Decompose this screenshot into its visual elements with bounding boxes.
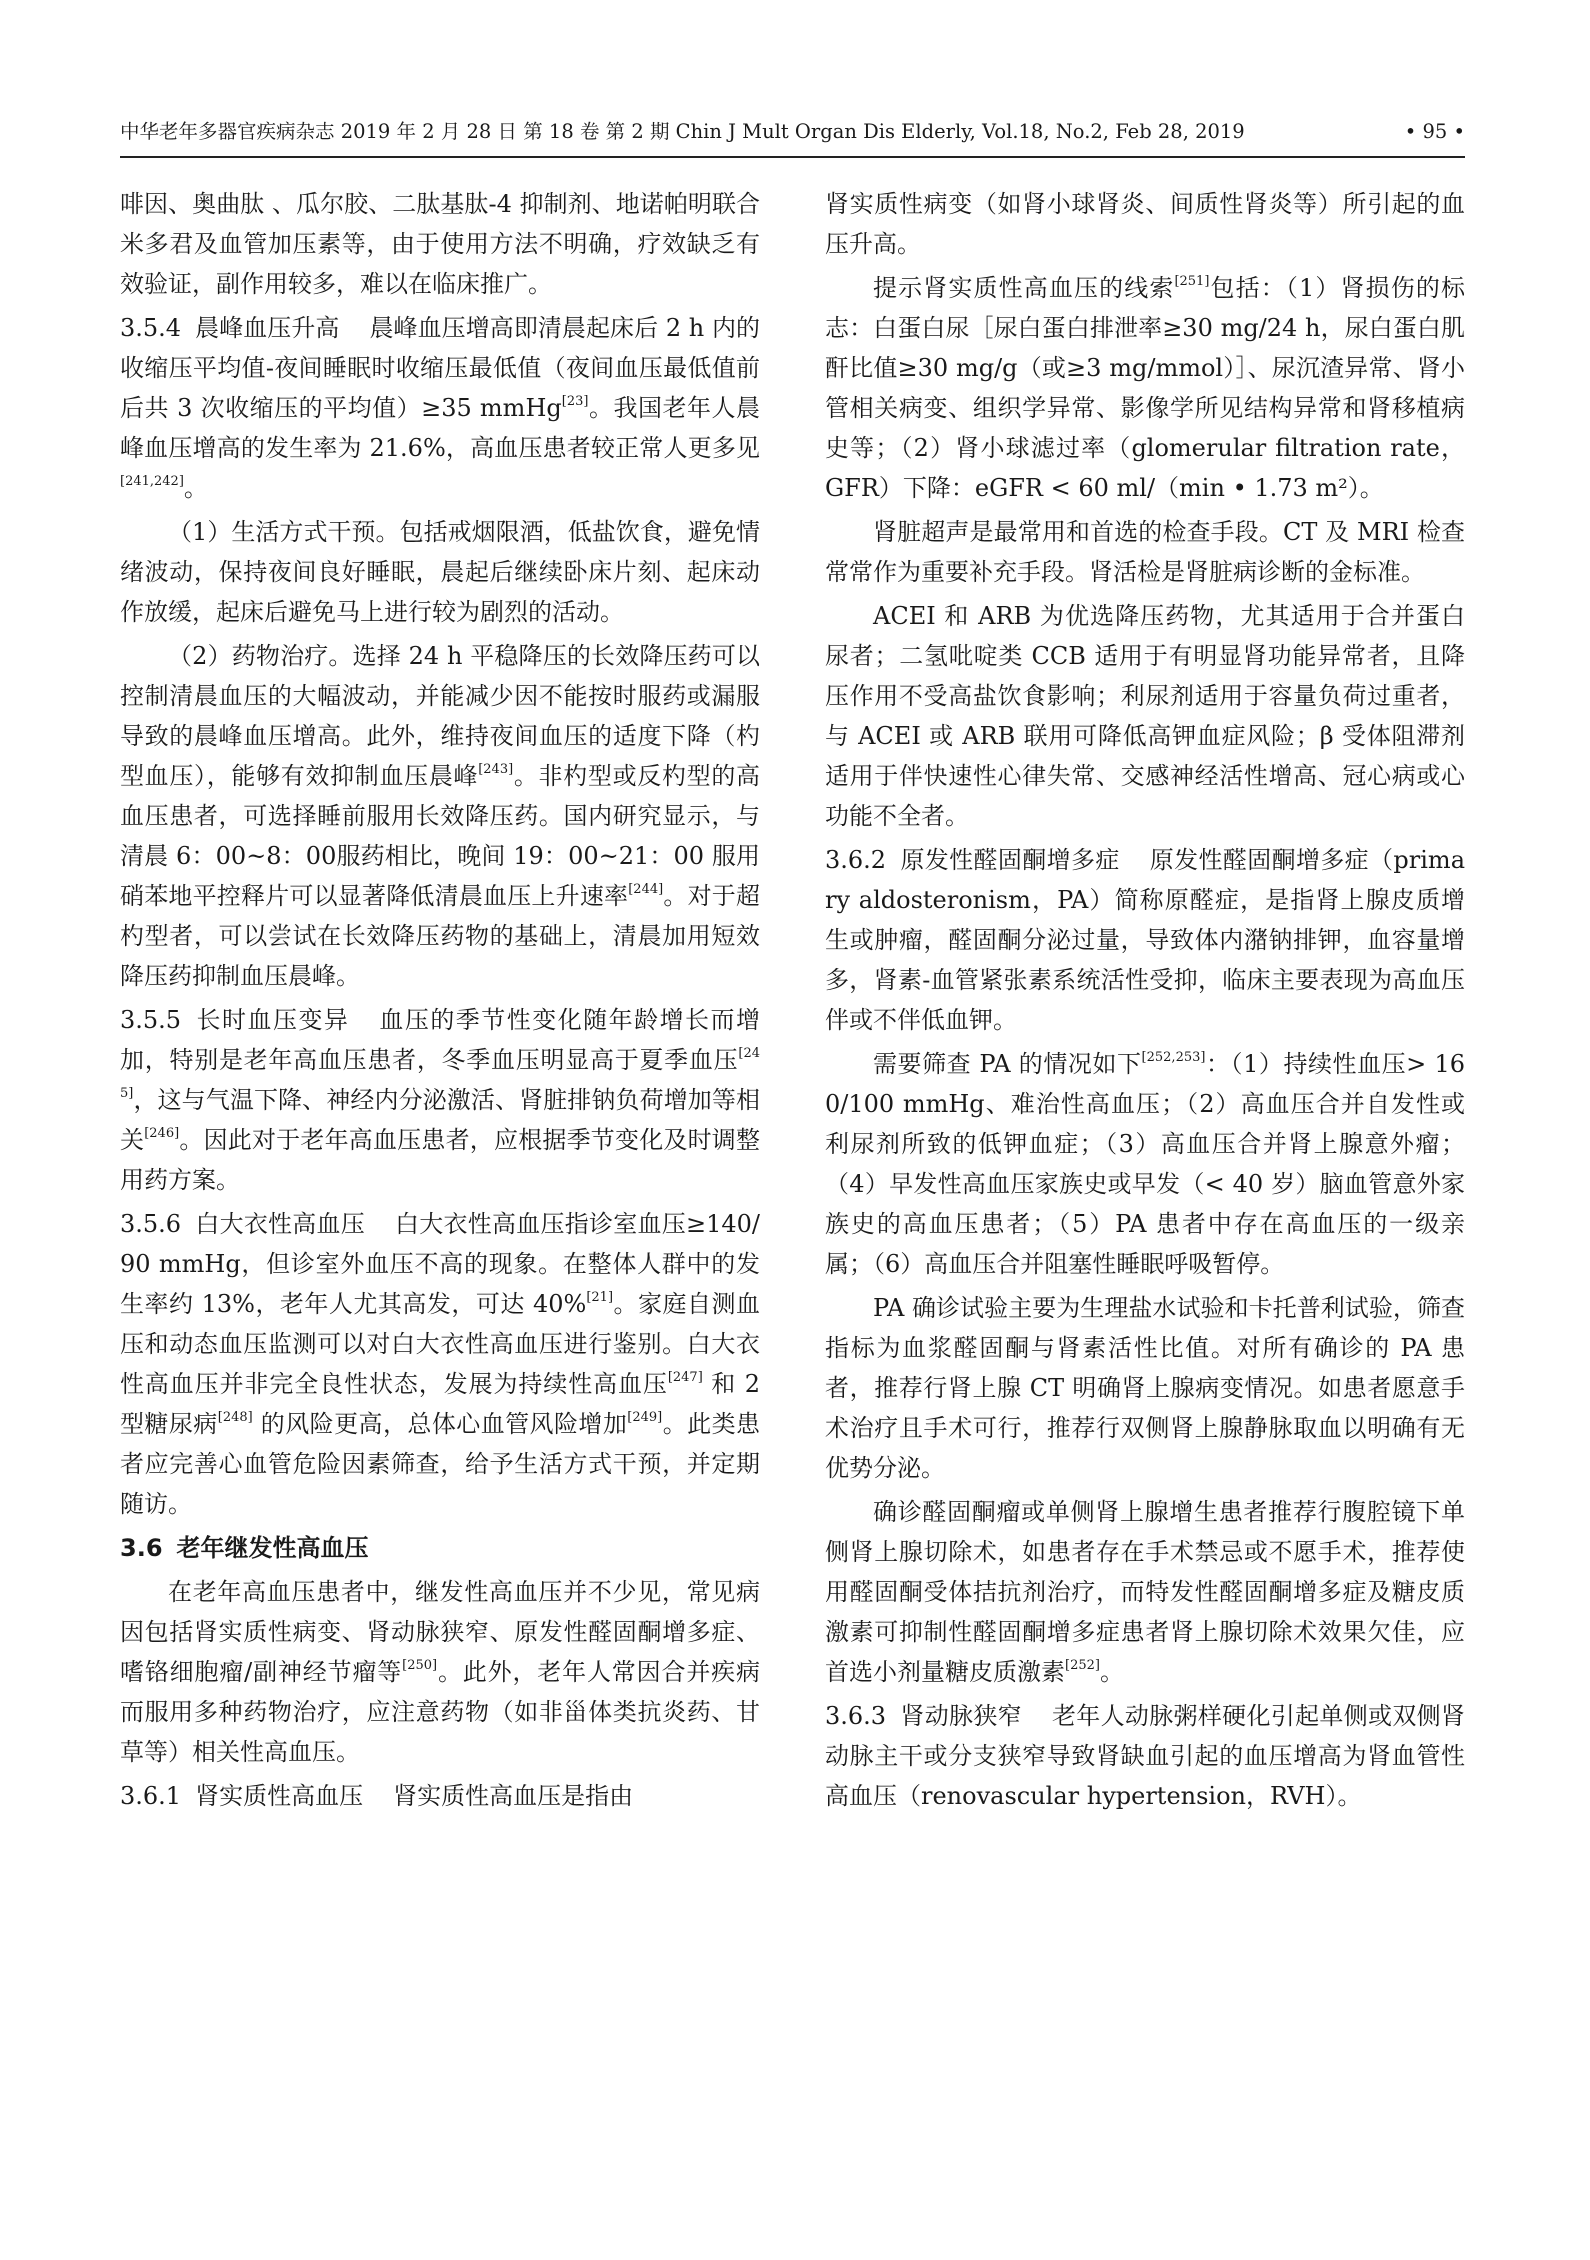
body-text: 提示肾实质性高血压的线索 [873, 274, 1175, 302]
body-paragraph [825, 596, 1465, 836]
body-text: 晨峰血压增高即清晨起床后 2 h 内的收缩压平均值-夜间睡眠时收缩压最低值（夜间血压最低值前后共 3 次收缩压的平均值）≥35 mmHg [120, 314, 760, 422]
body-text: 老年人动脉粥样硬化引起单侧或双侧肾动脉主干或分支狭窄导致肾缺血引起的血压增高为肾血管性高血压（renovascular hypertension，RVH）。 [825, 1702, 1466, 1810]
subsection-number: 3.6.3 [825, 1702, 887, 1730]
body-text: ACEI 和 ARB 为优选降压药物，尤其适用于合并蛋白尿者；二氢吡啶类 CCB 适用于有明显肾功能异常者，且降压作用不受高盐饮食影响；利尿剂适用于容量负荷过重者，与 ACEI 或 ARB 联用可降低高钾血症风险；β 受体阻滞剂适用于伴快速性心律失常、交感神经活性增高、冠心病或心功能不全者。 [825, 602, 1465, 830]
subsection-title: 白大衣性高血压 [195, 1210, 366, 1238]
body-paragraph [825, 1492, 1465, 1692]
body-text: 白大衣性高血压指诊室血压≥140/90 mmHg，但诊室外血压不高的现象。在整体人群中的发生率约 13%，老年人尤其高发，可达 40% [120, 1210, 760, 1318]
subsection-number: 3.6.2 [825, 846, 887, 874]
citation-ref: [249] [627, 1410, 663, 1425]
citation-ref: [248] [217, 1410, 253, 1425]
body-text: ，这与气温下降、神经内分泌激活、肾脏排钠负荷增加等相关 [120, 1086, 760, 1154]
left-column [120, 184, 760, 1820]
citation-ref: [247] [667, 1370, 703, 1385]
subsection-paragraph [120, 1776, 760, 1816]
subsection-number: 3.6.1 [120, 1782, 182, 1810]
subsection-paragraph [120, 308, 760, 508]
body-text: 肾实质性病变（如肾小球肾炎、间质性肾炎等）所引起的血压升高。 [825, 190, 1465, 258]
subsection-title: 长时血压变异 [195, 1006, 350, 1034]
running-header [120, 112, 1465, 152]
body-text: 。 [183, 474, 208, 502]
body-text: 。因此对于老年高血压患者，应根据季节变化及时调整用药方案。 [120, 1126, 761, 1194]
body-paragraph [825, 1044, 1465, 1284]
citation-ref: [245] [120, 1046, 760, 1101]
body-paragraph [825, 512, 1465, 592]
section-heading [120, 1528, 760, 1568]
subsection-paragraph [120, 1204, 760, 1524]
body-text: PA 确诊试验主要为生理盐水试验和卡托普利试验，筛查指标为血浆醛固酮与肾素活性比值。对所有确诊的 PA 患者，推荐行肾上腺 CT 明确肾上腺病变情况。如患者愿意手术治疗且手术可行，推荐行双侧肾上腺静脉取血以明确有无优势分泌。 [825, 1294, 1465, 1482]
citation-ref: [21] [586, 1290, 614, 1305]
body-text: 原发性醛固酮增多症（primary aldosteronism，PA）简称原醛症，是指肾上腺皮质增生或肿瘤，醛固酮分泌过量，导致体内潴钠排钾，血容量增多，肾素-血管紧张素系统活性受抑，临床主要表现为高血压伴或不伴低血钾。 [825, 846, 1465, 1034]
body-text: 。此类患者应完善心血管危险因素筛查，给予生活方式干预，并定期随访。 [120, 1410, 761, 1518]
body-paragraph [120, 636, 760, 996]
subsection-number: 3.5.5 [120, 1006, 182, 1034]
subsection-paragraph [825, 840, 1465, 1040]
subsection-number: 3.5.6 [120, 1210, 182, 1238]
body-text: 。我国老年人晨峰血压增高的发生率为 21.6%，高血压患者较正常人更多见 [120, 394, 760, 462]
body-text: 在老年高血压患者中，继发性高血压并不少见，常见病因包括肾实质性病变、肾动脉狭窄、原发性醛固酮增多症、嗜铬细胞瘤/副神经节瘤等 [120, 1578, 760, 1686]
subsection-title: 原发性醛固酮增多症 [900, 846, 1120, 874]
journal-citation: 中华老年多器官疾病杂志 2019 年 2 月 28 日 第 18 卷 第 2 期 Chin J Mult Organ Dis Elderly, Vol.18, No.2, Feb 28, 2019 [120, 120, 1245, 143]
right-column [825, 184, 1465, 1820]
body-text: （1）生活方式干预。包括戒烟限酒，低盐饮食，避免情绪波动，保持夜间良好睡眠，晨起后继续卧床片刻、起床动作放缓，起床后避免马上进行较为剧烈的活动。 [120, 518, 760, 626]
subsection-paragraph [825, 1696, 1465, 1816]
citation-ref: [244] [628, 882, 664, 897]
body-text: 包括：（1）肾损伤的标志：白蛋白尿［尿白蛋白排泄率≥30 mg/24 h，尿白蛋白肌酐比值≥30 mg/g（或≥3 mg/mmol）］、尿沉渣异常、肾小管相关病变、组织学异常、影像学所见结构异常和肾移植病史等；（2）肾小球滤过率（glomerular filtration rate，GFR）下降：eGFR < 60 ml/（min • 1.73 m²）。 [825, 274, 1465, 502]
body-paragraph [120, 1572, 760, 1772]
body-text: 肾实质性高血压是指由 [393, 1782, 634, 1810]
page-number: • 95 • [1404, 120, 1465, 143]
subsection-title: 肾实质性高血压 [195, 1782, 364, 1810]
citation-ref: [243] [478, 762, 514, 777]
citation-ref: [252] [1065, 1658, 1100, 1673]
body-paragraph [120, 512, 760, 632]
section-number: 3.6 [120, 1534, 163, 1562]
body-text: 啡因、奥曲肽 、瓜尔胶、二肽基肽-4 抑制剂、地诺帕明联合米多君及血管加压素等，由于使用方法不明确，疗效缺乏有效验证，副作用较多，难以在临床推广。 [120, 190, 760, 298]
subsection-paragraph [120, 1000, 760, 1200]
body-paragraph [120, 184, 760, 304]
body-text: ：（1）持续性血压> 160/100 mmHg、难治性高血压；（2）高血压合并自发性或利尿剂所致的低钾血症；（3）高血压合并肾上腺意外瘤；（4）早发性高血压家族史或早发（< 40 岁）脑血管意外家族史的高血压患者；（5）PA 患者中存在高血压的一级亲属；（6）高血压合并阻塞性睡眠呼吸暂停。 [825, 1050, 1465, 1278]
body-text: 和 2 型糖尿病 [120, 1370, 761, 1438]
citation-ref: [250] [402, 1658, 438, 1673]
body-text: 的风险更高，总体心血管风险增加 [252, 1410, 628, 1438]
body-paragraph [825, 268, 1465, 508]
body-text: 。 [1099, 1658, 1124, 1686]
body-text: 肾脏超声是最常用和首选的检查手段。CT 及 MRI 检查常常作为重要补充手段。肾活检是肾脏病诊断的金标准。 [825, 518, 1465, 586]
header-rule [120, 156, 1465, 158]
body-text: 。此外，老年人常因合并疾病而服用多种药物治疗，应注意药物（如非甾体类抗炎药、甘草等）相关性高血压。 [120, 1658, 760, 1766]
body-paragraph [825, 184, 1465, 264]
citation-ref: [251] [1174, 274, 1210, 289]
body-text: 确诊醛固酮瘤或单侧肾上腺增生患者推荐行腹腔镜下单侧肾上腺切除术，如患者存在手术禁忌或不愿手术，推荐使用醛固酮受体拮抗剂治疗，而特发性醛固酮增多症及糖皮质激素可抑制性醛固酮增多症患者肾上腺切除术效果欠佳，应首选小剂量糖皮质激素 [825, 1498, 1465, 1686]
subsection-title: 肾动脉狭窄 [900, 1702, 1022, 1730]
subsection-number: 3.5.4 [120, 314, 182, 342]
subsection-title: 晨峰血压升高 [195, 314, 340, 342]
body-text: 。家庭自测血压和动态血压监测可以对白大衣性高血压进行鉴别。白大衣性高血压并非完全良性状态，发展为持续性高血压 [120, 1290, 760, 1398]
section-title: 老年继发性高血压 [176, 1534, 369, 1562]
citation-ref: [252,253] [1141, 1050, 1206, 1065]
citation-ref: [23] [561, 394, 589, 409]
body-paragraph [825, 1288, 1465, 1488]
body-text: 需要筛查 PA 的情况如下 [873, 1050, 1142, 1078]
body-text: 。对于超杓型者，可以尝试在长效降压药物的基础上，清晨加用短效降压药抑制血压晨峰。 [120, 882, 761, 990]
body-text: 血压的季节性变化随年龄增长而增加，特别是老年高血压患者，冬季血压明显高于夏季血压 [120, 1006, 761, 1074]
citation-ref: [241,242] [120, 474, 184, 489]
body-text: （2）药物治疗。选择 24 h 平稳降压的长效降压药可以控制清晨血压的大幅波动，并能减少因不能按时服药或漏服导致的晨峰血压增高。此外，维持夜间血压的适度下降（杓型血压），能够有效抑制血压晨峰 [120, 642, 760, 790]
citation-ref: [246] [144, 1126, 180, 1141]
body-text: 。非杓型或反杓型的高血压患者，可选择睡前服用长效降压药。国内研究显示，与清晨 6：00~8：00服药相比，晚间 19：00~21：00 服用硝苯地平控释片可以显著降低清晨血压上升速率 [120, 762, 760, 910]
